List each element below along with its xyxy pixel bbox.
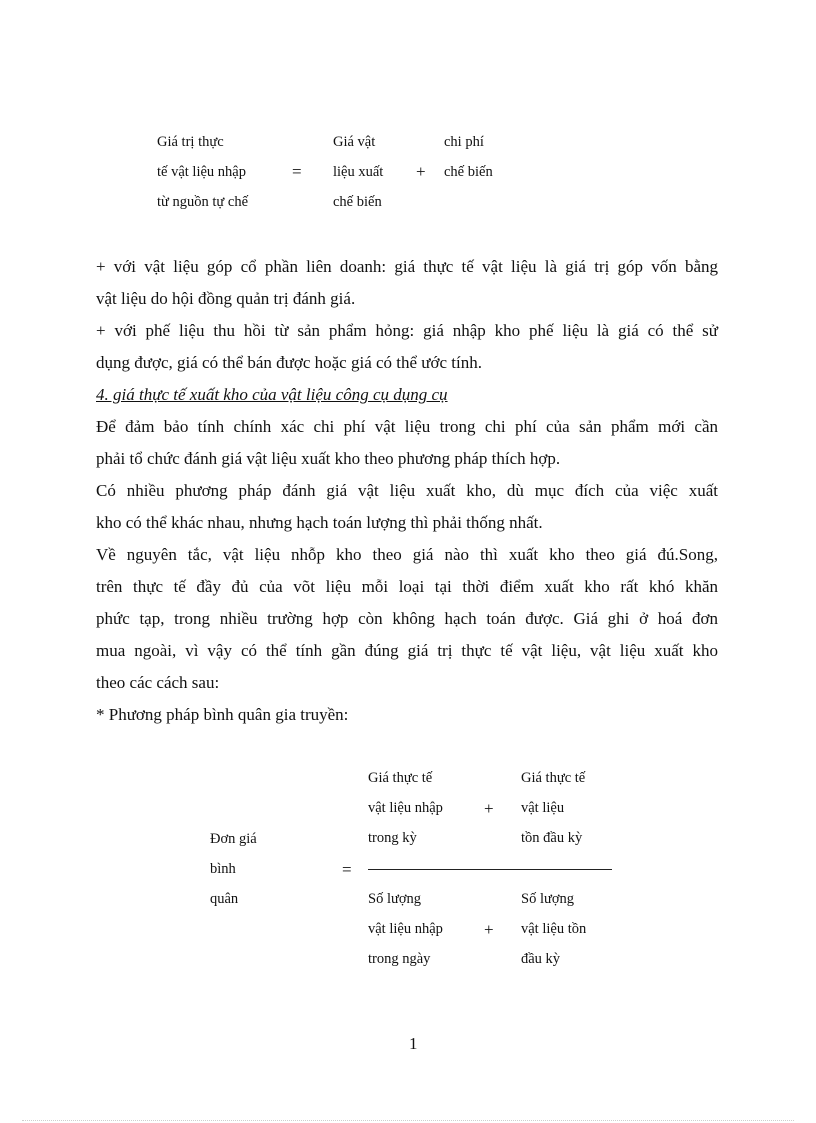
formula1-term1-line1: Giá vật bbox=[333, 134, 376, 150]
text-line: kho có thể khác nhau, nhưng hạch toán lượng thì phải thống nhất. bbox=[96, 513, 543, 532]
text-line: + với vật liệu góp cổ phần liên doanh: giá thực tế vật liệu là giá trị góp vốn bằng bbox=[96, 257, 718, 276]
formula1-term1-line2: liệu xuất bbox=[333, 164, 384, 180]
text-line: vật liệu do hội đồng quản trị đánh giá. bbox=[96, 289, 356, 308]
formula2-num-term2-line3: tồn đầu kỳ bbox=[521, 830, 583, 846]
text-line: Để đảm bảo tính chính xác chi phí vật liệu trong chi phí của sản phẩm mới cần bbox=[96, 417, 718, 436]
formula2-den-term1-line2: vật liệu nhập bbox=[368, 921, 443, 937]
fraction-bar bbox=[368, 869, 612, 870]
formula2-lhs-line3: quân bbox=[210, 891, 239, 907]
formula2-num-term1-line1: Giá thực tế bbox=[368, 770, 433, 786]
text-line: dụng được, giá có thể bán được hoặc giá có thể ước tính. bbox=[96, 353, 482, 372]
text-line: Về nguyên tắc, vật liệu nhỗp kho theo giá nào thì xuất kho theo giá đú.Song, bbox=[96, 545, 718, 564]
text-line: theo các cách sau: bbox=[96, 673, 220, 692]
formula2-den-term1-line3: trong ngày bbox=[368, 951, 431, 967]
paragraph-scrap-materials bbox=[96, 315, 718, 379]
formula2-num-term2-line2: vật liệu bbox=[521, 800, 565, 816]
formula2-num-plus-sign: + bbox=[484, 799, 494, 818]
section-heading bbox=[96, 379, 718, 411]
formula2-den-term2-line2: vật liệu tồn bbox=[521, 921, 587, 937]
formula1-plus-sign: + bbox=[416, 162, 426, 181]
section-heading-text: 4. giá thực tế xuất kho của vật liệu công cụ dụng cụ bbox=[96, 385, 448, 404]
paragraph-accuracy bbox=[96, 411, 718, 475]
formula2-den-term2-line3: đầu kỳ bbox=[521, 951, 561, 967]
page-number: 1 bbox=[409, 1034, 418, 1053]
formula1-term2-line2: chế biến bbox=[444, 164, 493, 180]
formula1-lhs-line3: từ nguồn tự chế bbox=[157, 194, 249, 210]
text-line: phải tổ chức đánh giá vật liệu xuất kho theo phương pháp thích hợp. bbox=[96, 449, 561, 468]
paragraph-average-method bbox=[96, 699, 718, 731]
text-line: trên thực tế đầy đủ của võt liệu mỗi loại tại thời điểm xuất kho rất khó khăn bbox=[96, 577, 718, 596]
formula2-equals-sign: = bbox=[342, 860, 352, 879]
formula2-den-plus-sign: + bbox=[484, 920, 494, 939]
formula1-term1-line3: chế biến bbox=[333, 194, 382, 210]
formula2-den-term1-line1: Số lượng bbox=[368, 891, 421, 907]
paragraph-contributed-materials bbox=[96, 251, 718, 315]
paragraph-principle bbox=[96, 539, 718, 699]
formula1-lhs-line1: Giá trị thực bbox=[157, 134, 224, 150]
text-line: * Phương pháp bình quân gia truyền: bbox=[96, 705, 349, 724]
formula2-num-term1-line2: vật liệu nhập bbox=[368, 800, 443, 816]
formula1-term2-line1: chi phí bbox=[444, 134, 484, 150]
paragraph-methods bbox=[96, 475, 718, 539]
formula2-lhs-line2: bình bbox=[210, 861, 236, 877]
text-line: mua ngoài, vì vậy có thể tính gần đúng giá trị thực tế vật liệu, vật liệu xuất kho bbox=[96, 641, 718, 660]
formula1-equals-sign: = bbox=[292, 162, 302, 181]
page-bottom-divider bbox=[22, 1120, 794, 1121]
formula1-lhs-line2: tế vật liệu nhập bbox=[157, 164, 246, 180]
formula2-num-term1-line3: trong kỳ bbox=[368, 830, 417, 846]
text-line: phức tạp, trong nhiều trường hợp còn không hạch toán được. Giá ghi ở hoá đơn bbox=[96, 609, 718, 628]
formula2-lhs-line1: Đơn giá bbox=[210, 831, 257, 847]
formula2-den-term2-line1: Số lượng bbox=[521, 891, 574, 907]
text-line: Có nhiều phương pháp đánh giá vật liệu xuất kho, dù mục đích của việc xuất bbox=[96, 481, 718, 500]
text-line: + với phế liệu thu hồi từ sản phẩm hỏng: giá nhập kho phế liệu là giá có thể sử bbox=[96, 321, 718, 340]
formula2-num-term2-line1: Giá thực tế bbox=[521, 770, 586, 786]
